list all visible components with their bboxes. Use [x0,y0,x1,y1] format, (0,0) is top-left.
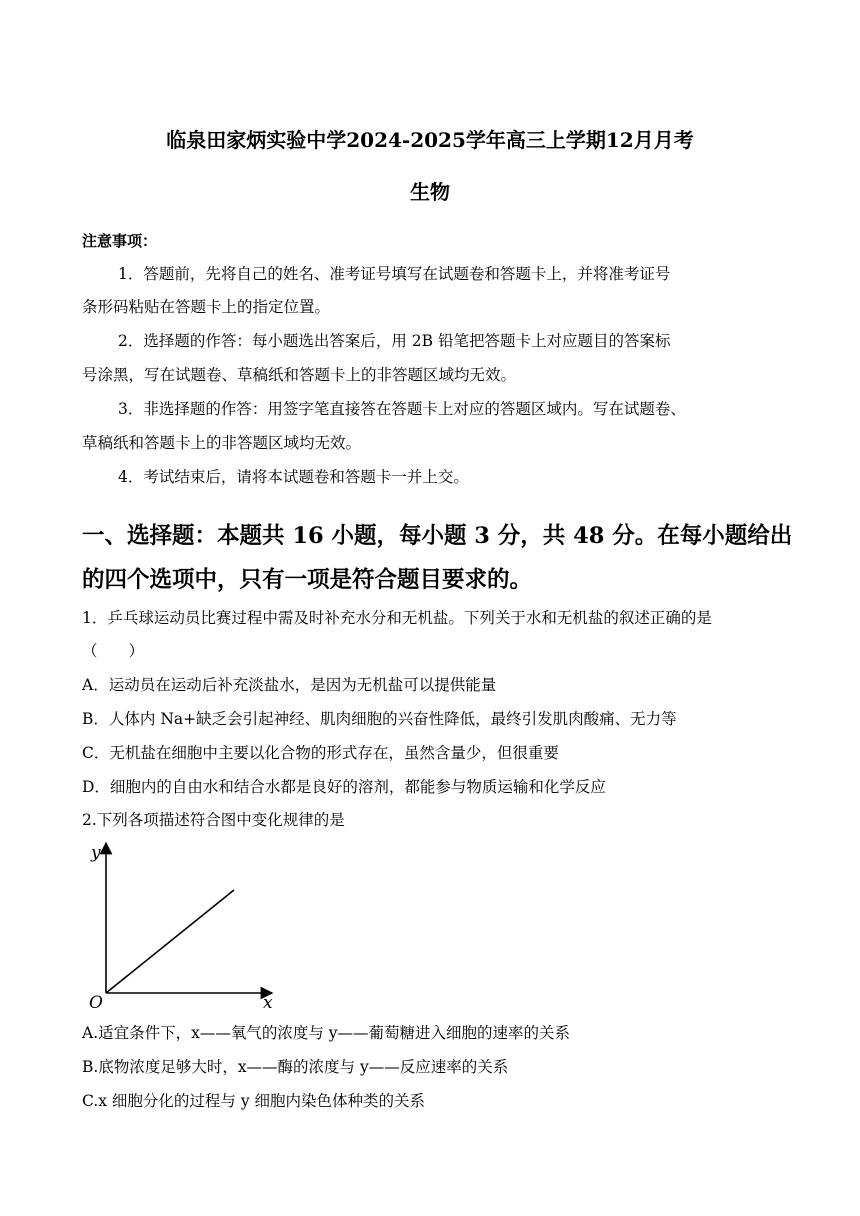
q1-option-b: B．人体内 Na+缺乏会引起神经、肌肉细胞的兴奋性降低，最终引发肌肉酸痛、无力等 [82,710,677,728]
q1-answer-paren: （ ） [82,642,145,660]
q1-option-a: A．运动员在运动后补充淡盐水，是因为无机盐可以提供能量 [82,676,497,694]
notes-heading: 注意事项： [82,232,158,250]
section-heading-line2: 的四个选项中，只有一项是符合题目要求的。 [82,567,533,593]
note-2-line2: 号涂黑，写在试题卷、草稿纸和答题卡上的非答题区域均无效。 [82,366,517,384]
note-3-line2: 草稿纸和答题卡上的非答题区域均无效。 [82,434,362,452]
q1-option-c: C．无机盐在细胞中主要以化合物的形式存在，虽然含量少，但很重要 [82,744,559,762]
graph-line [106,890,234,993]
q2-option-c: C.x 细胞分化的过程与 y 细胞内染色体种类的关系 [82,1092,426,1110]
origin-label: O [89,993,103,1013]
y-axis-label: y [91,843,101,863]
section-heading-line1: 一、选择题：本题共 16 小题，每小题 3 分，共 48 分。在每小题给出 [82,523,793,549]
q2-option-a: A.适宜条件下，x——氧气的浓度与 y——葡萄糖进入细胞的速率的关系 [82,1024,571,1042]
q2-option-b: B.底物浓度足够大时，x——酶的浓度与 y——反应速率的关系 [82,1058,509,1076]
q1-stem: 1．乒乓球运动员比赛过程中需及时补充水分和无机盐。下列关于水和无机盐的叙述正确的是 [82,609,712,627]
exam-title: 临泉田家炳实验中学2024-2025学年高三上学期12月月考 [166,128,694,152]
q2-stem: 2.下列各项描述符合图中变化规律的是 [82,811,345,829]
note-3-line1: 3．非选择题的作答：用签字笔直接答在答题卡上对应的答题区域内。写在试题卷、 [118,400,686,418]
subject-title: 生物 [410,180,450,204]
q2-graph [85,838,285,1018]
x-axis-label: x [263,993,273,1013]
note-1-line2: 条形码粘贴在答题卡上的指定位置。 [82,298,331,316]
note-2-line1: 2．选择题的作答：每小题选出答案后，用 2B 铅笔把答题卡上对应题目的答案标 [118,332,671,350]
note-4-line1: 4．考试结束后，请将本试题卷和答题卡一并上交。 [118,468,469,486]
q1-option-d: D．细胞内的自由水和结合水都是良好的溶剂，都能参与物质运输和化学反应 [82,778,606,796]
note-1-line1: 1．答题前，先将自己的姓名、准考证号填写在试题卷和答题卡上，并将准考证号 [118,265,671,283]
